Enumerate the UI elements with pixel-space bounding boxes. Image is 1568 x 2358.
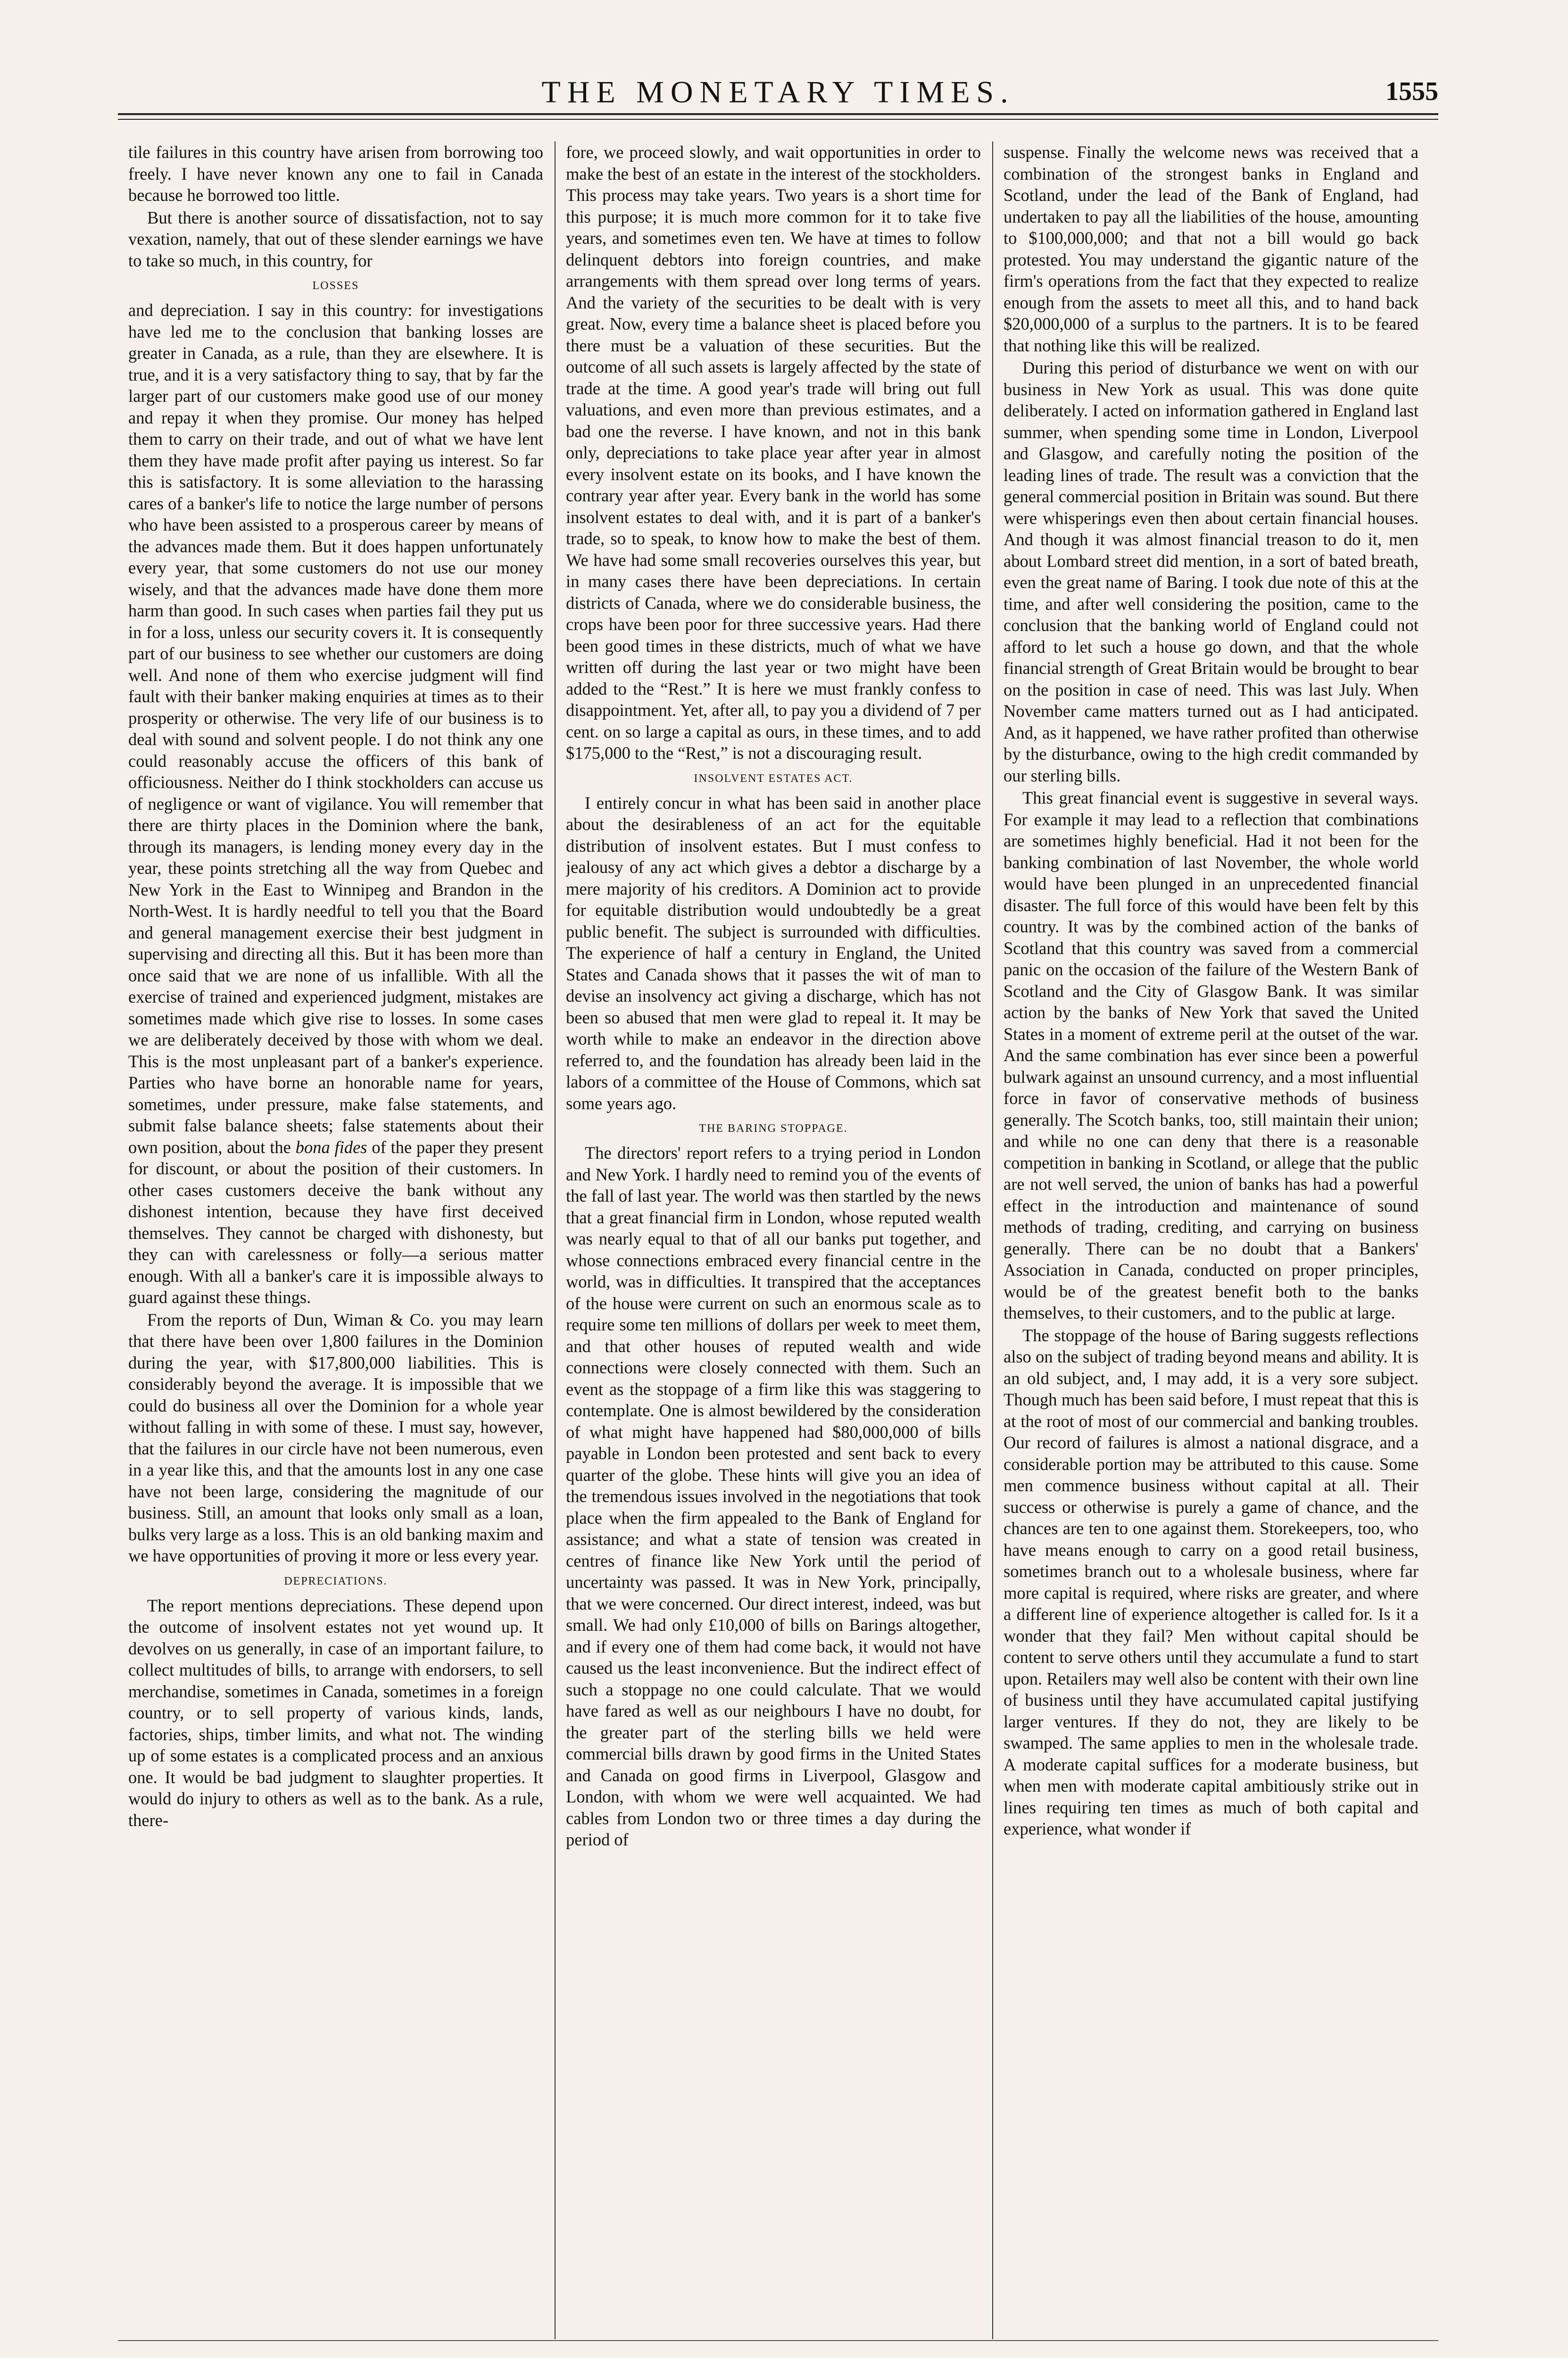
column-divider (992, 141, 993, 2339)
masthead-rule (118, 113, 1438, 115)
paragraph: During this period of disturbance we went on with our business in New York as usual. This was done quite deliberately. I acted on information gathered in England last summer, when spending some time in London, Liverpool and Glasgow, and carefully noting the position of the leading lines of trade. The result was a conviction that the general commercial position in Britain was sound. But there were whisperings even then about certain financial houses. And though it was almost financial treason to do it, men about Lombard street did mention, in a sort of bated breath, even the great name of Baring. I took due note of this at the time, and after well considering the position, came to the conclusion that the banking world of England could not afford to let such a house go down, and that the whole financial strength of Great Britain would be brought to bear on the position in case of need. This was last July. When November came matters turned out as I had anticipated. And, as it happened, we have rather profited than otherwise by the disturbance, owing to the high credit commanded by our sterling bills. (1004, 358, 1419, 785)
paragraph: The stoppage of the house of Baring suggests reflections also on the subject of trading beyond means and ability. It is an old subject, and, I may add, it is a very sore subject. Though much has been said before, I must repeat that this is at the root of most of our commercial and banking troubles. Our record of failures is almost a national disgrace, and a considerable portion may be attributed to this cause. Some men commence business without capital at all. Their success or otherwise is purely a game of chance, and the chances are ten to one against them. Storekeepers, too, who have means enough to carry on a good retail business, sometimes branch out to a wholesale business, where far more capital is required, where risks are greater, and where a different line of experience altogether is called for. Is it a wonder that they fail? Men without capital should be content to serve others until they accumulate a fund to start upon. Retailers may well also be content with their own line of business until they have accumulated capital justifying larger ventures. If they do not, they are likely to be swamped. The same applies to men in the wholesale trade. A moderate capital suffices for a moderate business, but when men with moderate capital ambitiously strike out in lines requiring ten times as much of both capital and experience, what wonder if (1004, 1325, 1419, 1838)
paragraph-text: of the paper they present for discount, or about the position of their customers. In other cases customers deceive the bank without any dishonest intention, because they have first deceived themselves. They cannot be charged with dishonesty, but they can with carelessness or folly—a serious matter enough. With all a banker's care it is impossible always to guard against these things. (128, 1137, 543, 1307)
section-heading-losses: LOSSES (312, 280, 359, 292)
paragraph: tile failures in this country have arisen from borrowing too freely. I have never known any one to fail in Canada because he borrowed too little. (128, 142, 543, 205)
masthead (118, 71, 1438, 108)
paragraph: The report mentions depreciations. These depend upon the outcome of insolvent estates not yet wound up. It devolves on us generally, in case of an important failure, to collect multitudes of bills, to arrange with endorsers, to sell merchandise, sometimes in Canada, sometimes in a foreign country, or to sell property of various kinds, lands, factories, ships, timber limits, and what not. The winding up of some estates is a complicated process and an anxious one. It would be bad judgment to slaughter properties. It would do injury to others as well as to the bank. As a rule, there- (128, 1595, 543, 1830)
italic-term: bona fides (295, 1137, 367, 1157)
paragraph (128, 299, 543, 1308)
section-heading-insolvent-estates-act: INSOLVENT ESTATES ACT. (694, 772, 853, 785)
paragraph: But there is another source of dissatisfaction, not to say vexation, namely, that out of these slender earnings we have to take so much, in this country, for (128, 208, 543, 270)
article-column-1 (128, 141, 543, 2330)
article-column-3 (1004, 141, 1419, 2330)
paragraph: The directors' report refers to a trying period in London and New York. I hardly need to remind you of the events of the fall of last year. The world was then startled by the news that a great financial firm in London, whose reputed wealth was nearly equal to that of all our banks put together, and whose connections embraced every financial centre in the world, was in difficulties. It transpired that the acceptances of the house were current on such an enormous scale as to require some ten millions of dollars per week to meet them, and that other houses of reputed wealth and wide connections were closely connected with them. Such an event as the stoppage of a firm like this was staggering to contemplate. One is almost bewildered by the consideration of what might have happened had $80,000,000 of bills payable in London been protested and sent back to every quarter of the globe. These hints will give you an idea of the tremendous issues involved in the negotiations that took place when the firm appealed to the Bank of England for assistance; and what a state of tension was created in centres of finance like New York until the period of uncertainty was passed. It was in New York, principally, that we were concerned. Our direct interest, indeed, was but small. We had only £10,000 of bills on Barings altogether, and if every one of them had come back, it would not have caused us the least inconvenience. But the indirect effect of such a stoppage no one could calculate. That we would have fared as well as our neighbours I have no doubt, for the greater part of the sterling bills we held were commercial bills drawn by good firms in the United States and Canada on good firms in Liverpool, Glasgow and London, with whom we were well acquainted. We had cables from London two or three times a day during the period of (566, 1143, 981, 1849)
paragraph: This great financial event is suggestive in several ways. For example it may lead to a reflection that combinations are sometimes highly beneficial. Had it not been for the banking combination of last November, the whole world would have been plunged in an unprecedented financial disaster. The full force of this would have been felt by this country. It was by the combined action of the banks of Scotland that this country was saved from a commercial panic on the occasion of the failure of the Western Bank of Scotland and the City of Glasgow Bank. It was similar action by the banks of New York that saved the United States in a moment of extreme peril at the outset of the war. And the same combination has ever since been a powerful bulwark against an unsound currency, and a most influential force in favor of conservative methods of business generally. The Scotch banks, too, still maintain their union; and while no one can deny that there is a reasonable competition in banking in Scotland, or allege that the public are not well served, the union of banks has had a powerful effect in the introduction and maintenance of sound methods of trading, crediting, and carrying on business generally. There can be no doubt that a Bankers' Association in Canada, conducted on proper principles, would be of the greatest benefit both to the banks themselves, to their customers, and to the public at large. (1004, 788, 1419, 1322)
section-heading-baring-stoppage: THE BARING STOPPAGE. (699, 1122, 848, 1135)
bottom-rule (118, 2340, 1438, 2341)
paragraph-text: and depreciation. I say in this country: for investigations have led me to the conclusion that banking losses are greater in Canada, as a rule, than they are elsewhere. It is true, and it is a very satisfactory thing to say, that by far the larger part of our customers make good use of our money and repay it when they promise. Our money has helped them to carry on their trade, and out of what we have lent them they have made profit after paying us interest. So far this is satisfactory. It is some alleviation to the harassing cares of a banker's life to notice the large number of persons who have been assisted to a prosperous career by means of the advances made them. But it does happen unfortunately every year, that some customers do not use our money wisely, and that the advances made have done them more harm than good. In such cases when parties fail they put us in for a loss, unless our security covers it. It is consequently part of our business to see whether our customers are doing well. And none of them who exercise judgment will find fault with their banker making enquiries at times as to their prosperity or otherwise. The very life of our business is to deal with sound and solvent people. I do not think any one could reasonably accuse the officers of this bank of officiousness. Neither do I think stockholders can accuse us of negligence or want of vigilance. You will remember that there are thirty places in the Dominion where the bank, through its managers, is lending money every day in the year, these points stretching all the way from Quebec and New York in the East to Winnipeg and Brandon in the North-West. It is hardly needful to tell you that the Board and general management exercise their best judgment in supervising and directing all this. But it has been more than once said that we are none of us infallible. With all the exercise of trained and experienced judgment, mistakes are sometimes made which give rise to losses. In some cases we are deliberately deceived by those with whom we deal. This is the most unpleasant part of a banker's experience. Parties who have borne an honorable name for years, sometimes, under pressure, make false statements, and submit false balance sheets; false statements about their own position, about the (128, 300, 543, 1157)
publication-title: THE MONETARY TIMES. (541, 75, 1015, 109)
column-divider (555, 141, 556, 2339)
paragraph: suspense. Finally the welcome news was received that a combination of the strongest banks in England and Scotland, under the lead of the Bank of England, had undertaken to pay all the liabilities of the house, amounting to $100,000,000; and that not a bill would go back protested. You may understand the gigantic nature of the firm's operations from the fact that they expected to realize enough from the assets to meet all this, and to hand back $20,000,000 of a surplus to the partners. It is to be feared that nothing like this will be realized. (1004, 142, 1419, 355)
paragraph: From the reports of Dun, Wiman & Co. you may learn that there have been over 1,800 failures in the Dominion during the year, with $17,800,000 liabilities. This is considerably beyond the average. It is impossible that we could do business all over the Dominion for a whole year without falling in with some of these. I must say, however, that the failures in our circle have not been numerous, even in a year like this, and that the amounts lost in any one case have not been large, considering the magnitude of our business. Still, an amount that looks only small as a loan, bulks very large as a loss. This is an old banking maxim and we have opportunities of proving it more or less every year. (128, 1310, 543, 1565)
paragraph: fore, we proceed slowly, and wait opportunities in order to make the best of an estate in the interest of the stockholders. This process may take years. Two years is a short time for this purpose; it is much more common for it to take five years, and sometimes even ten. We have at times to follow delinquent debtors into foreign countries, and make arrangements with them spread over long terms of years. And the variety of the securities to be dealt with is very great. Now, every time a balance sheet is placed before you there must be a valuation of these securities. But the outcome of all such assets is largely affected by the state of trade at the time. A good year's trade will bring out full valuations, and even more than previous estimates, and a bad one the reverse. I have known, and not in this bank only, depreciations to take place year after year in almost every insolvent estate on its books, and I have known the contrary year after year. Every bank in the world has some insolvent estates to deal with, and it is part of a banker's trade, so to speak, to know how to make the best of them. We have had some small recoveries ourselves this year, but in many cases there have been depreciations. In certain districts of Canada, where we do considerable business, the crops have been poor for three successive years. Had there been good times in these districts, much of what we have written off during the last year or two might have been added to the “Rest.” It is here we must frankly confess to disappointment. Yet, after all, to pay you a dividend of 7 per cent. on so large a capital as ours, in these times, and to add $175,000 to the “Rest,” is not a discouraging result. (566, 142, 981, 763)
paragraph: I entirely concur in what has been said in another place about the desirableness of an act for the equitable distribution of insolvent estates. But I must confess to jealousy of any act which gives a debtor a discharge by a mere majority of his creditors. A Dominion act to provide for equitable distribution would undoubtedly be a great public benefit. The subject is surrounded with difficulties. The experience of half a century in England, the United States and Canada shows that it passes the wit of man to devise an insolvency act giving a discharge, which has not been so abused that men were glad to repeal it. It may be worth while to make an endeavor in the direction above referred to, and the foundation has already been laid in the labors of a committee of the House of Commons, which sat some years ago. (566, 793, 981, 1113)
masthead-rule-thin (118, 119, 1438, 120)
section-heading-depreciations: DEPRECIATIONS. (284, 1575, 388, 1587)
article-column-2 (566, 141, 981, 2330)
page-number: 1555 (1385, 77, 1438, 106)
